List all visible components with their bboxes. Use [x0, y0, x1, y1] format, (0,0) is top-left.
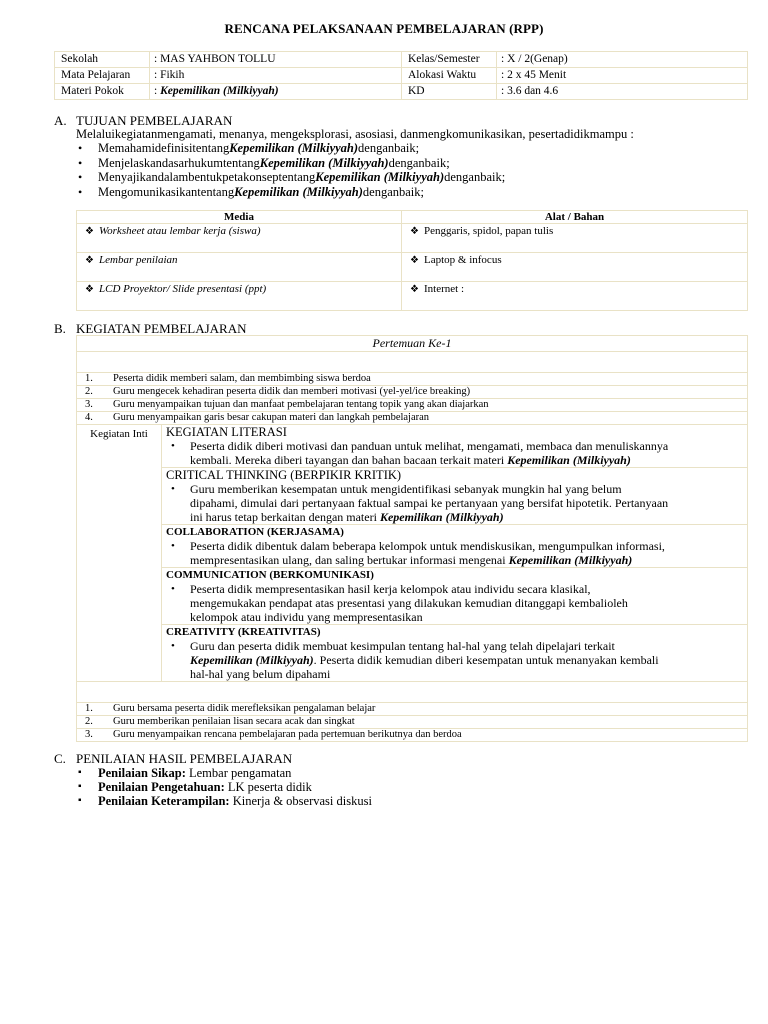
- square-bullet-icon: ▪: [78, 795, 82, 806]
- identity-table: [54, 51, 748, 100]
- table-row: 2. Guru mengecek kehadiran peserta didik dan memberi motivasi (yel-yel/ice breaking): [77, 386, 748, 399]
- assessment-list: [76, 766, 372, 808]
- document-title: RENCANA PELAKSANAAN PEMBELAJARAN (RPP): [224, 21, 544, 36]
- identity-value: : Kepemilikan (Milkiyyah): [150, 84, 402, 100]
- collaboration-heading: COLLABORATION (KERJASAMA): [166, 526, 344, 538]
- critical-thinking-block: CRITICAL THINKING (BERPIKIR KRITIK) • Guru memberikan kesempatan untuk mengidentifikasi sebanyak mungkin hal yang belum dipahami, dimulai dari pertanyaan faktual sampai ke pertanyaan yang bersifat hipotetik. Pertanyaan ini harus tetap berkaitan dengan materi Kepemilikan (Milkiyyah): [162, 468, 748, 525]
- objectives-intro: Melaluikegiatanmengamati, menanya, mengeksplorasi, asosiasi, danmengkomunikasikan, pesertadidikmampu :: [76, 127, 634, 141]
- communication-heading: COMMUNICATION (BERKOMUNIKASI): [166, 569, 374, 581]
- bullet-icon: •: [171, 483, 175, 495]
- bullet-icon: •: [78, 141, 83, 155]
- bullet-icon: •: [78, 155, 83, 170]
- table-row: 3. Guru menyampaikan rencana pembelajaran pada pertemuan berikutnya dan berdoa: [77, 729, 748, 742]
- list-item: ▪ Penilaian Keterampilan: Kinerja & observasi diskusi: [78, 794, 372, 808]
- creativity-block: CREATIVITY (KREATIVITAS) • Guru dan peserta didik membuat kesimpulan tentang hal-hal yang telah dipelajari terkait Kepemilikan (Milkiyyah). Peserta didik kemudian diberi kesempatan untuk menanyakan kembali hal-hal yang belum dipahami: [162, 625, 748, 682]
- tools-header: Alat / Bahan: [402, 211, 748, 224]
- communication-block: COMMUNICATION (BERKOMUNIKASI) • Peserta didik mempresentasikan hasil kerja kelompok atau individu secara klasikal, mengemukakan pendapat atas presentasi yang dilakukan kemudian ditanggapi kembalioleh kelompok atau individu yang mempresentasikan: [162, 568, 748, 625]
- identity-label: KD: [402, 84, 497, 100]
- identity-label: Materi Pokok: [55, 84, 150, 100]
- tool-item: Penggaris, spidol, papan tulis: [424, 225, 554, 237]
- identity-row: [55, 68, 748, 84]
- list-item: • MenyajikandalambentukpetakonseptentangKepemilikan (Milkiyyah)denganbaik;: [78, 170, 506, 184]
- identity-value: : Fikih: [150, 68, 402, 84]
- list-item: • MenjelaskandasarhukumtentangKepemilikan (Milkiyyah)denganbaik;: [78, 155, 450, 170]
- opening-label-cell: [77, 352, 748, 373]
- identity-value: : MAS YAHBON TOLLU: [150, 52, 402, 68]
- media-table: [76, 210, 748, 311]
- core-activity-label: Kegiatan Inti: [77, 425, 162, 682]
- list-item: ▪ Penilaian Pengetahuan: LK peserta didik: [78, 780, 312, 794]
- topic-text: Kepemilikan (Milkiyyah): [160, 85, 279, 97]
- table-row: 4. Guru menyampaikan garis besar cakupan materi dan langkah pembelajaran: [77, 412, 748, 425]
- list-item: ▪ Penilaian Sikap: Lembar pengamatan: [78, 766, 292, 780]
- diamond-bullet-icon: ❖: [410, 226, 419, 237]
- table-row: 1. Guru bersama peserta didik merefleksikan pengalaman belajar: [77, 703, 748, 716]
- diamond-bullet-icon: ❖: [410, 255, 419, 266]
- bullet-icon: •: [171, 640, 175, 652]
- closing-label-cell: [77, 682, 748, 703]
- identity-row: [55, 52, 748, 68]
- identity-label: Sekolah: [55, 52, 150, 68]
- diamond-bullet-icon: ❖: [85, 226, 94, 237]
- media-item: Worksheet atau lembar kerja (siswa): [99, 225, 261, 237]
- media-item: LCD Proyektor/ Slide presentasi (ppt): [99, 283, 267, 295]
- media-header: Media: [77, 211, 402, 224]
- identity-label: Mata Pelajaran: [55, 68, 150, 84]
- bullet-icon: •: [171, 440, 175, 452]
- table-row: [77, 224, 748, 253]
- diamond-bullet-icon: ❖: [85, 255, 94, 266]
- identity-row: [55, 84, 748, 100]
- square-bullet-icon: ▪: [78, 781, 82, 792]
- collaboration-block: COLLABORATION (KERJASAMA) • Peserta didik dibentuk dalam beberapa kelompok untuk mendiskusikan, mengumpulkan informasi, mempresentasikan ulang, dan saling bertukar informasi mengenai Kepemilikan (Milkiyyah): [162, 525, 748, 568]
- bullet-icon: •: [171, 583, 175, 595]
- table-row: [77, 253, 748, 282]
- table-row: [77, 282, 748, 311]
- media-item: Lembar penilaian: [99, 254, 178, 266]
- diamond-bullet-icon: ❖: [85, 284, 94, 295]
- table-row: 3. Guru menyampaikan tujuan dan manfaat pembelajaran tentang topik yang akan diajarkan: [77, 399, 748, 412]
- literacy-heading: KEGIATAN LITERASI: [166, 425, 287, 439]
- activities-table: [76, 335, 748, 742]
- table-row: 1. Peserta didik memberi salam, dan membimbing siswa berdoa: [77, 373, 748, 386]
- section-heading: B. KEGIATAN PEMBELAJARAN: [54, 321, 247, 336]
- diamond-bullet-icon: ❖: [410, 284, 419, 295]
- identity-value: : X / 2(Genap): [497, 52, 748, 68]
- section-heading: C. PENILAIAN HASIL PEMBELAJARAN: [54, 751, 293, 766]
- meeting-title: Pertemuan Ke-1: [77, 336, 748, 352]
- identity-label: Kelas/Semester: [402, 52, 497, 68]
- critical-thinking-heading: CRITICAL THINKING (BERPIKIR KRITIK): [166, 468, 402, 482]
- identity-label: Alokasi Waktu: [402, 68, 497, 84]
- creativity-heading: CREATIVITY (KREATIVITAS): [166, 626, 321, 638]
- identity-value: : 3.6 dan 4.6: [497, 84, 748, 100]
- tool-item: Laptop & infocus: [424, 254, 502, 266]
- bullet-icon: •: [171, 540, 175, 552]
- list-item: • MengomunikasikantentangKepemilikan (Milkiyyah)denganbaik;: [78, 184, 424, 199]
- tool-item: Internet :: [424, 283, 465, 295]
- table-row: 2. Guru memberikan penilaian lisan secara acak dan singkat: [77, 716, 748, 729]
- square-bullet-icon: ▪: [78, 767, 82, 778]
- list-item: • MemahamidefinisitentangKepemilikan (Milkiyyah)denganbaik;: [78, 141, 420, 155]
- section-heading: A. TUJUAN PEMBELAJARAN: [54, 113, 233, 128]
- bullet-icon: •: [78, 170, 83, 184]
- objectives-list: [76, 141, 505, 199]
- literacy-block: KEGIATAN LITERASI • Peserta didik diberi motivasi dan panduan untuk melihat, mengamati, membaca dan menuliskannya kembali. Mereka diberi tayangan dan bahan bacaan terkait materi Kepemilikan (Milkiyyah): [162, 425, 748, 468]
- identity-value: : 2 x 45 Menit: [497, 68, 748, 84]
- bullet-icon: •: [78, 184, 83, 199]
